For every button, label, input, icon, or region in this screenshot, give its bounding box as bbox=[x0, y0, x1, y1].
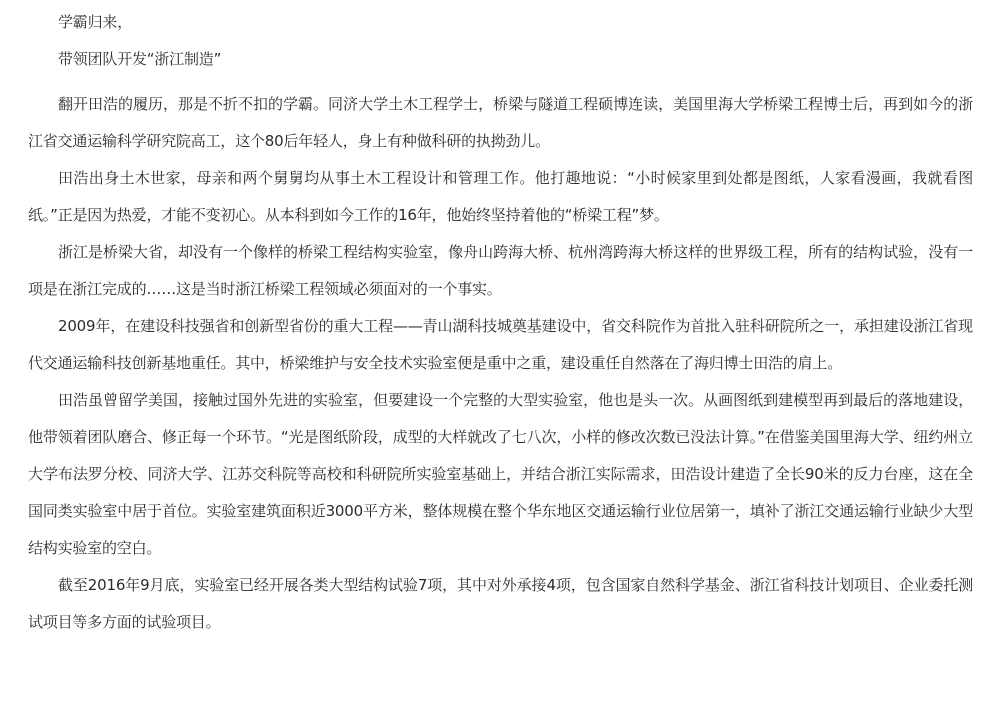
paragraph-3: 浙江是桥梁大省，却没有一个像样的桥梁工程结构实验室，像舟山跨海大桥、杭州湾跨海大桥这样的世界级工程，所有的结构试验，没有一项是在浙江完成的……这是当时浙江桥梁工程领域必须面对的一个事实。 bbox=[28, 243, 973, 298]
subheading-2: 带领团队开发“浙江制造” bbox=[58, 50, 222, 68]
subheading-1: 学霸归来， bbox=[58, 13, 133, 31]
paragraph-1: 翻开田浩的履历，那是不折不扣的学霸。同济大学土木工程学士，桥梁与隧道工程硕博连读，美国里海大学桥梁工程博士后，再到如今的浙江省交通运输科学研究院高工，这个80后年轻人，身上有种做科研的执拗劲儿。 bbox=[28, 95, 973, 150]
paragraph-5: 田浩虽曾留学美国，接触过国外先进的实验室，但要建设一个完整的大型实验室，他也是头一次。从画图纸到建模型再到最后的落地建设，他带领着团队磨合、修正每一个环节。“光是图纸阶段，成型的大样就改了七八次，小样的修改次数已没法计算。”在借鉴美国里海大学、纽约州立大学布法罗分校、同济大学、江苏交科院等高校和科研院所实验室基础上，并结合浙江实际需求，田浩设计建造了全长90米的反力台座，这在全国同类实验室中居于首位。实验室建筑面积近3000平方米，整体规模在整个华东地区交通运输行业位居第一，填补了浙江交通运输行业缺少大型结构实验室的空白。 bbox=[28, 391, 973, 557]
paragraph-6: 截至2016年9月底，实验室已经开展各类大型结构试验7项，其中对外承接4项，包含国家自然科学基金、浙江省科技计划项目、企业委托测试项目等多方面的试验项目。 bbox=[28, 576, 973, 631]
article-body bbox=[28, 12, 973, 641]
paragraph-2: 田浩出身土木世家，母亲和两个舅舅均从事土木工程设计和管理工作。他打趣地说：“小时候家里到处都是图纸，人家看漫画，我就看图纸。”正是因为热爱，才能不变初心。从本科到如今工作的16年，他始终坚持着他的“桥梁工程”梦。 bbox=[28, 169, 973, 224]
paragraph-4: 2009年，在建设科技强省和创新型省份的重大工程——青山湖科技城奠基建设中，省交科院作为首批入驻科研院所之一，承担建设浙江省现代交通运输科技创新基地重任。其中，桥梁维护与安全技术实验室便是重中之重，建设重任自然落在了海归博士田浩的肩上。 bbox=[28, 317, 973, 372]
